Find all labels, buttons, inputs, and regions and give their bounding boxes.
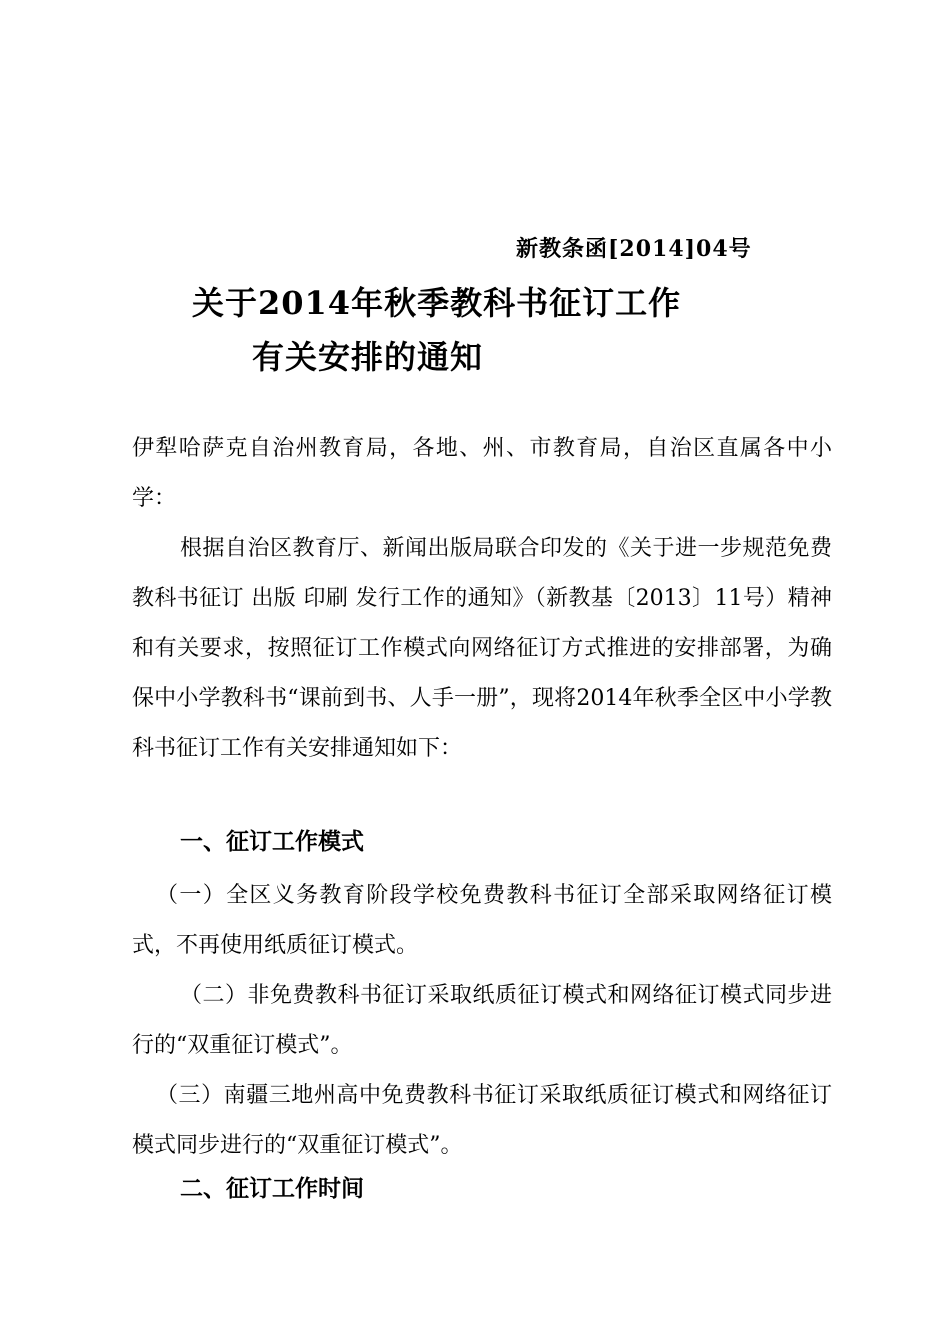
intro-paragraph: 根据自治区教育厅、新闻出版局联合印发的《关于进一步规范免费教科书征订 出版 印刷 发行工作的通知》（新教基〔2013〕11号）精神和有关要求，按照征订工作模式向网络征订方式推进的安排部署，为确保中小学教科书“课前到书、人手一册”，现将2014年秋季全区中小学教科书征订工作有关安排通知如下： [132, 536, 832, 761]
section-1-item-2: （二）非免费教科书征订采取纸质征订模式和网络征订模式同步进行的“双重征订模式”。 [132, 983, 832, 1058]
document-number: 新教条函[2014]04号 [516, 236, 752, 262]
addressee-paragraph: 伊犁哈萨克自治州教育局，各地、州、市教育局，自治区直属各中小学： [132, 436, 832, 511]
section-heading-2: 二、征订工作时间 [180, 1175, 364, 1202]
section-1-item-3: （三）南疆三地州高中免费教科书征订采取纸质征订模式和网络征订模式同步进行的“双重征订模式”。 [132, 1083, 832, 1158]
document-title-line-2: 有关安排的通知 [252, 338, 484, 376]
section-heading-1: 一、征订工作模式 [180, 828, 364, 855]
document-title-line-1: 关于2014年秋季教科书征订工作 [192, 284, 682, 322]
section-1-item-1: （一）全区义务教育阶段学校免费教科书征订全部采取网络征订模式，不再使用纸质征订模式。 [132, 883, 832, 958]
